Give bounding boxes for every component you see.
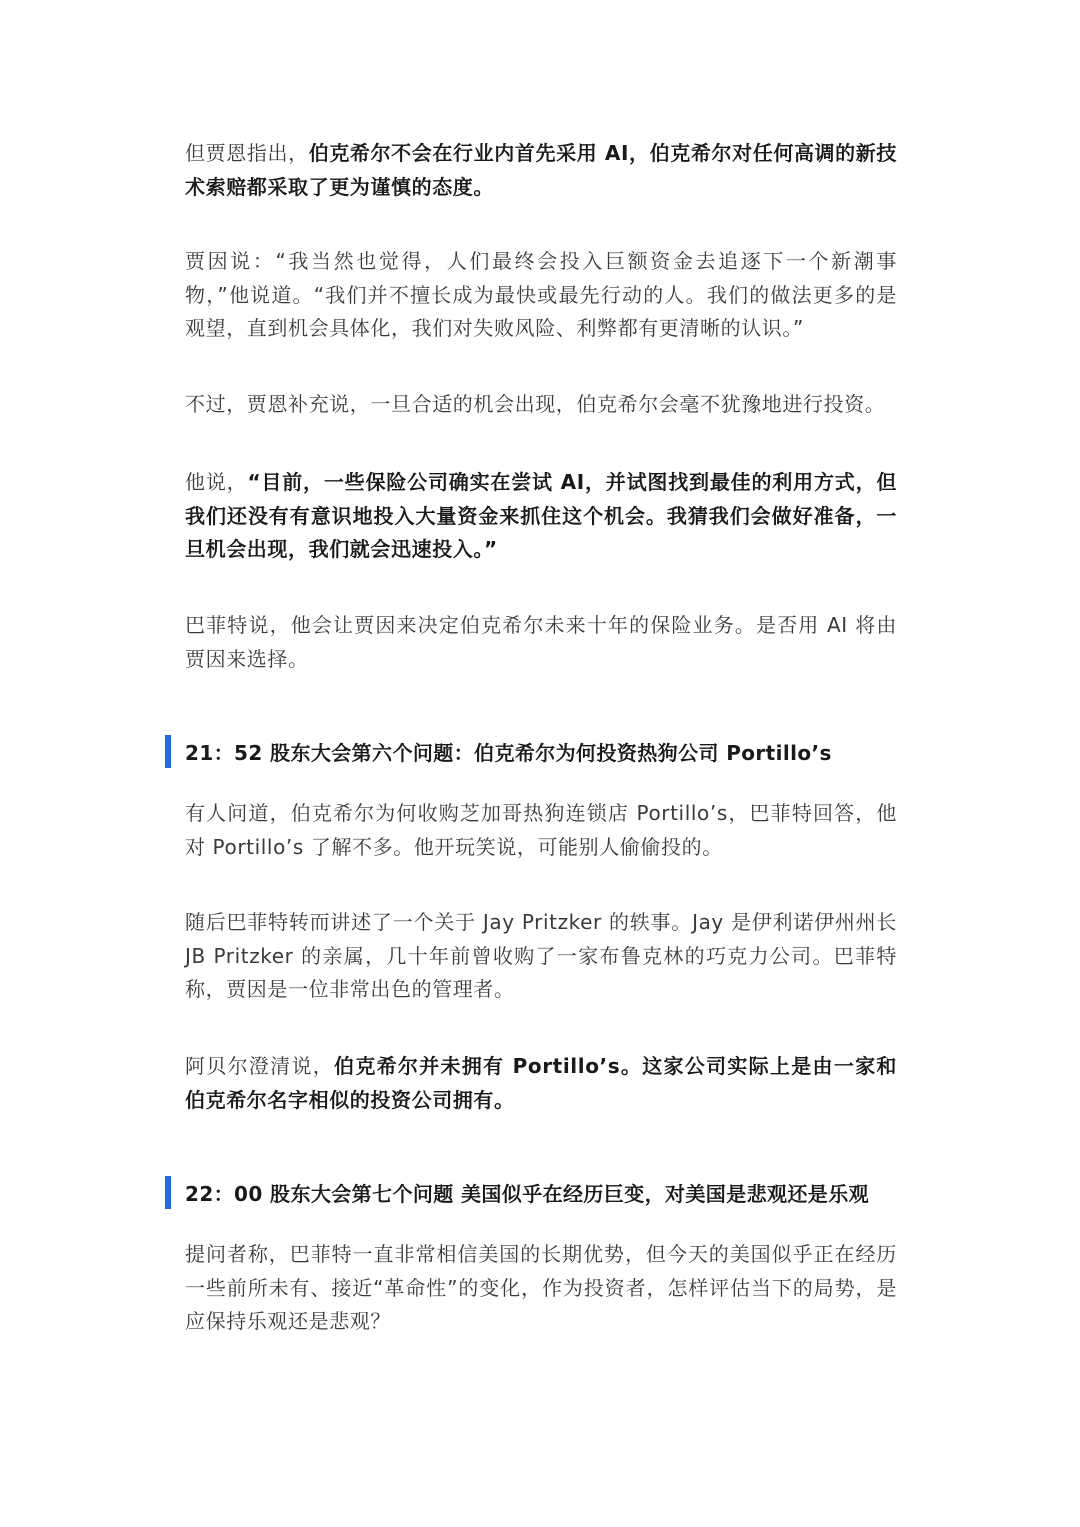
- section-title: 股东大会第六个问题：伯克希尔为何投资热狗公司 Portillo’s: [270, 740, 832, 765]
- paragraph-jain-invest: [185, 388, 897, 422]
- bold-text-segment: 伯克希尔并未拥有 Portillo’s。这家公司实际上是由一家和伯克希尔名字相似的投资公司拥有。: [185, 1054, 897, 1112]
- paragraph-pritzker-anecdote: [185, 906, 897, 1007]
- text-segment: 提问者称，巴菲特一直非常相信美国的长期优势，但今天的美国似乎正在经历一些前所未有、接近“革命性”的变化，作为投资者，怎样评估当下的局势，是应保持乐观还是悲观？: [185, 1242, 897, 1333]
- paragraph-abel-clarifies: [185, 1050, 897, 1117]
- section-heading-q6: [165, 733, 905, 769]
- section-heading-text: [185, 1178, 869, 1207]
- section-title: 股东大会第七个问题 美国似乎在经历巨变，对美国是悲观还是乐观: [270, 1181, 870, 1206]
- accent-bar-icon: [165, 1176, 171, 1209]
- text-segment: 贾因说：“我当然也觉得，人们最终会投入巨额资金去追逐下一个新潮事物，”他说道。“我们并不擅长成为最快或最先行动的人。我们的做法更多的是观望，直到机会具体化，我们对失败风险、利弊都有更清晰的认识。”: [185, 249, 897, 340]
- section-time: 22：00: [185, 1181, 263, 1206]
- paragraph-america-question: [185, 1238, 897, 1339]
- text-segment: 不过，贾恩补充说，一旦合适的机会出现，伯克希尔会毫不犹豫地进行投资。: [185, 392, 886, 416]
- text-segment: 巴菲特说，他会让贾因来决定伯克希尔未来十年的保险业务。是否用 AI 将由贾因来选择。: [185, 613, 897, 671]
- text-segment: 阿贝尔澄清说，: [185, 1054, 335, 1078]
- text-segment: 有人问道，伯克希尔为何收购芝加哥热狗连锁店 Portillo’s，巴菲特回答，他对 Portillo’s 了解不多。他开玩笑说，可能别人偷偷投的。: [185, 801, 897, 859]
- paragraph-buffett-decision: [185, 609, 897, 676]
- text-segment: 但贾恩指出，: [185, 141, 309, 165]
- accent-bar-icon: [165, 735, 171, 768]
- bold-text-segment: 伯克希尔不会在行业内首先采用 AI，伯克希尔对任何高调的新技术索赔都采取了更为谨慎的态度。: [185, 141, 897, 199]
- bold-text-segment: “目前，一些保险公司确实在尝试 AI，并试图找到最佳的利用方式，但我们还没有有意识地投入大量资金来抓住这个机会。我猜我们会做好准备，一旦机会出现，我们就会迅速投入。”: [185, 470, 897, 561]
- section-heading-q7: [165, 1174, 905, 1210]
- paragraph-jain-quote: [185, 245, 897, 346]
- paragraph-portillos-question: [185, 797, 897, 864]
- text-segment: 随后巴菲特转而讲述了一个关于 Jay Pritzker 的轶事。Jay 是伊利诺伊州州长 JB Pritzker 的亲属，几十年前曾收购了一家布鲁克林的巧克力公司。巴菲特称，贾因是一位非常出色的管理者。: [185, 910, 897, 1001]
- section-heading-text: [185, 737, 832, 766]
- text-segment: 他说，: [185, 470, 248, 494]
- paragraph-jain-cautious: [185, 137, 897, 204]
- section-time: 21：52: [185, 740, 263, 765]
- paragraph-insurers-ai: [185, 466, 897, 567]
